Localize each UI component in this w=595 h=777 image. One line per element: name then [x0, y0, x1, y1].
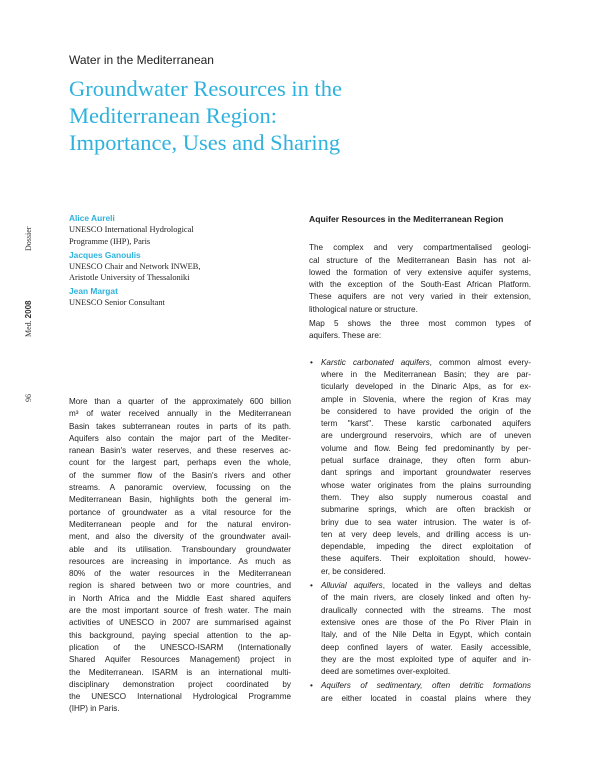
text-line: petual surface drainage, they often form abun-: [321, 456, 531, 466]
sidebar-journal-name: Med.: [24, 320, 33, 337]
text-line: Shared Aquifer Resources Management) project in: [69, 655, 291, 665]
text-line: of the main rivers, are closely linked and often hy-: [321, 593, 531, 603]
aquifer-type-item: [309, 680, 531, 705]
text-line: deed are sometimes over-exploited.: [321, 667, 451, 677]
text-line: aquifers. These are:: [309, 331, 382, 341]
aquifer-type-list: [309, 357, 531, 705]
text-line: cal structure of the Mediterranean Basin has not al-: [309, 255, 531, 265]
text-line: ample in Slovenia, where the region of Kras may: [321, 394, 531, 404]
text-line: dant springs and important groundwater reserves: [321, 468, 531, 478]
text-line: Basin takes subterranean routes in parts of its path.: [69, 421, 291, 431]
text-line: they are the most exploited type of aquifer and in-: [321, 654, 531, 664]
affiliation-line: UNESCO Chair and Network INWEB,: [69, 261, 201, 271]
text-line: Mediterranean Basin, highlights both the general im-: [69, 495, 291, 505]
text-line: disciplinary demonstration project coordinated by: [69, 679, 291, 689]
affiliation-line: UNESCO Senior Consultant: [69, 298, 165, 308]
section-label: Water in the Mediterranean: [69, 53, 214, 67]
text-line: ment, and also the diversity of the groundwater avail-: [69, 532, 291, 542]
bullet-icon: •: [310, 357, 313, 367]
bullet-icon: •: [310, 581, 313, 591]
author-name: Jean Margat: [69, 286, 118, 297]
author-block: [69, 213, 289, 248]
text-line: are underground reservoirs, which are of uneven: [321, 431, 531, 441]
text-line: portance of groundwater as a vital resource for the: [69, 507, 291, 517]
text-line: briny due to sea water intrusion. The water is of-: [321, 517, 531, 527]
text-line: whose water originates from the plains surrounding: [321, 480, 531, 490]
text-line: ticularly developed in the Dinaric Alps, as for ex-: [321, 382, 531, 392]
text-line: streams. A panoramic overview, focussing on the: [69, 483, 291, 493]
section-heading: Aquifer Resources in the Mediterranean Region: [309, 214, 504, 224]
text-line: the UNESCO International Hydrological Programme: [69, 692, 291, 702]
text-line: Mediterranean people and for the natural environ-: [69, 519, 291, 529]
aquifer-type-item: [309, 357, 531, 578]
text-line: Aquifers also contain the major part of the Mediter-: [69, 433, 291, 443]
text-fragment: , common almost every-: [429, 357, 531, 367]
text-fragment: , located in the valleys and deltas: [382, 581, 532, 591]
bullet-icon: •: [310, 681, 313, 691]
text-line: [321, 680, 531, 692]
text-line: (IHP) in Paris.: [69, 704, 120, 714]
author-affiliation: [69, 297, 289, 309]
text-line: More than a quarter of the approximately 600 billion: [69, 397, 291, 406]
text-line: able and its utilisation. Transboundary groundwater: [69, 544, 291, 554]
text-line: plication of the UNESCO-ISARM (Internationally: [69, 642, 291, 652]
text-line: where in the Mediterranean Basin; they are par-: [321, 369, 531, 379]
sidebar-year: 2008: [24, 300, 33, 319]
body-column: [309, 213, 531, 707]
affiliation-line: Programme (IHP), Paris: [69, 236, 151, 246]
affiliation-line: UNESCO International Hydrological: [69, 225, 194, 234]
article-title: [69, 75, 569, 156]
aquifer-type-term: Karstic carbonated aquifers: [321, 357, 430, 367]
text-line: the Mediterranean. ISARM is an international multi-: [69, 667, 291, 677]
text-line: submarine springs, which are often brackish or: [321, 505, 531, 515]
text-line: [321, 357, 531, 369]
text-line: lowed the formation of very extensive aquifer systems,: [309, 267, 531, 277]
text-line: are the most important source of fresh water. The main: [69, 606, 291, 616]
text-line: extensive ones are those of the Po River Plain in: [321, 617, 531, 627]
text-line: ten at very deep levels, and drilling access is un-: [321, 529, 531, 539]
sidebar-journal: [24, 301, 33, 337]
text-line: These aquifers are not very varied in their extension,: [309, 292, 531, 302]
text-line: ranean Basin's water reserves, and these reserves ac-: [69, 446, 291, 456]
author-name: Jacques Ganoulis: [69, 249, 141, 260]
author-affiliation: [69, 261, 289, 285]
text-line: The complex and very compartmentalised geologi-: [309, 243, 531, 253]
text-line: dependable, impeding the direct exploitation of: [321, 542, 531, 552]
body-paragraph: [309, 242, 531, 316]
affiliation-line: Aristotle University of Thessaloniki: [69, 273, 190, 283]
text-line: [321, 580, 531, 592]
abstract-paragraph: [69, 396, 291, 716]
text-line: them. They also supply numerous coastal and: [321, 492, 531, 502]
text-line: in North Africa and the Middle East shared aquifers: [69, 593, 291, 603]
title-line: Mediterranean Region:: [69, 103, 278, 128]
abstract-column: [69, 396, 291, 716]
author-block: [69, 250, 289, 285]
text-line: activities of UNESCO in 2007 are summarised against: [69, 618, 291, 628]
text-line: these aquifers. Their exploitation should, howev-: [321, 554, 531, 564]
text-line: with the exception of the South-East African Platform.: [309, 280, 531, 290]
text-line: be considered to have provided the origin of the: [321, 406, 531, 416]
aquifer-type-term: Alluvial aquifers: [321, 581, 383, 591]
sidebar-dossier: Dossier: [24, 226, 33, 251]
text-line: deep confined layers of water. Easily accessible,: [321, 642, 531, 652]
body-paragraph: [309, 318, 531, 343]
text-line: m³ of water received annually in the Mediterranean: [69, 409, 291, 419]
title-line: Importance, Uses and Sharing: [69, 130, 341, 155]
text-line: resources are increasing in importance. As much as: [69, 556, 291, 566]
text-line: this background, paying special attention to the ap-: [69, 630, 291, 640]
text-line: count for the largest part, perhaps even the whole,: [69, 458, 291, 468]
text-line: er, be considered.: [321, 566, 386, 576]
author-affiliation: [69, 224, 289, 248]
text-line: term "karst". These karstic carbonated aquifers: [321, 419, 531, 429]
text-line: lithological nature or structure.: [309, 304, 418, 314]
author-block: [69, 286, 289, 309]
page-number: 96: [24, 394, 33, 402]
text-line: region is shared between two or more countries, and: [69, 581, 291, 591]
text-line: of the summer flow of the Basin's rivers and other: [69, 470, 291, 480]
author-name: Alice Aureli: [69, 213, 115, 223]
author-list: [69, 213, 289, 311]
text-line: Map 5 shows the three most common types of: [309, 319, 531, 329]
aquifer-type-term: Aquifers of sedimentary, often detritic formations: [321, 681, 531, 691]
text-line: are either located in coastal plains where they: [321, 693, 531, 703]
aquifer-type-item: [309, 580, 531, 678]
text-line: Italy, and of the Nile Delta in Egypt, which contain: [321, 630, 531, 640]
text-line: 80% of the water resources in the Mediterranean: [69, 569, 291, 579]
title-line: Groundwater Resources in the: [69, 76, 343, 101]
text-line: volume and flow. Being fed predominantly by per-: [321, 443, 531, 453]
text-line: draulically connected with the streams. The most: [321, 605, 531, 615]
